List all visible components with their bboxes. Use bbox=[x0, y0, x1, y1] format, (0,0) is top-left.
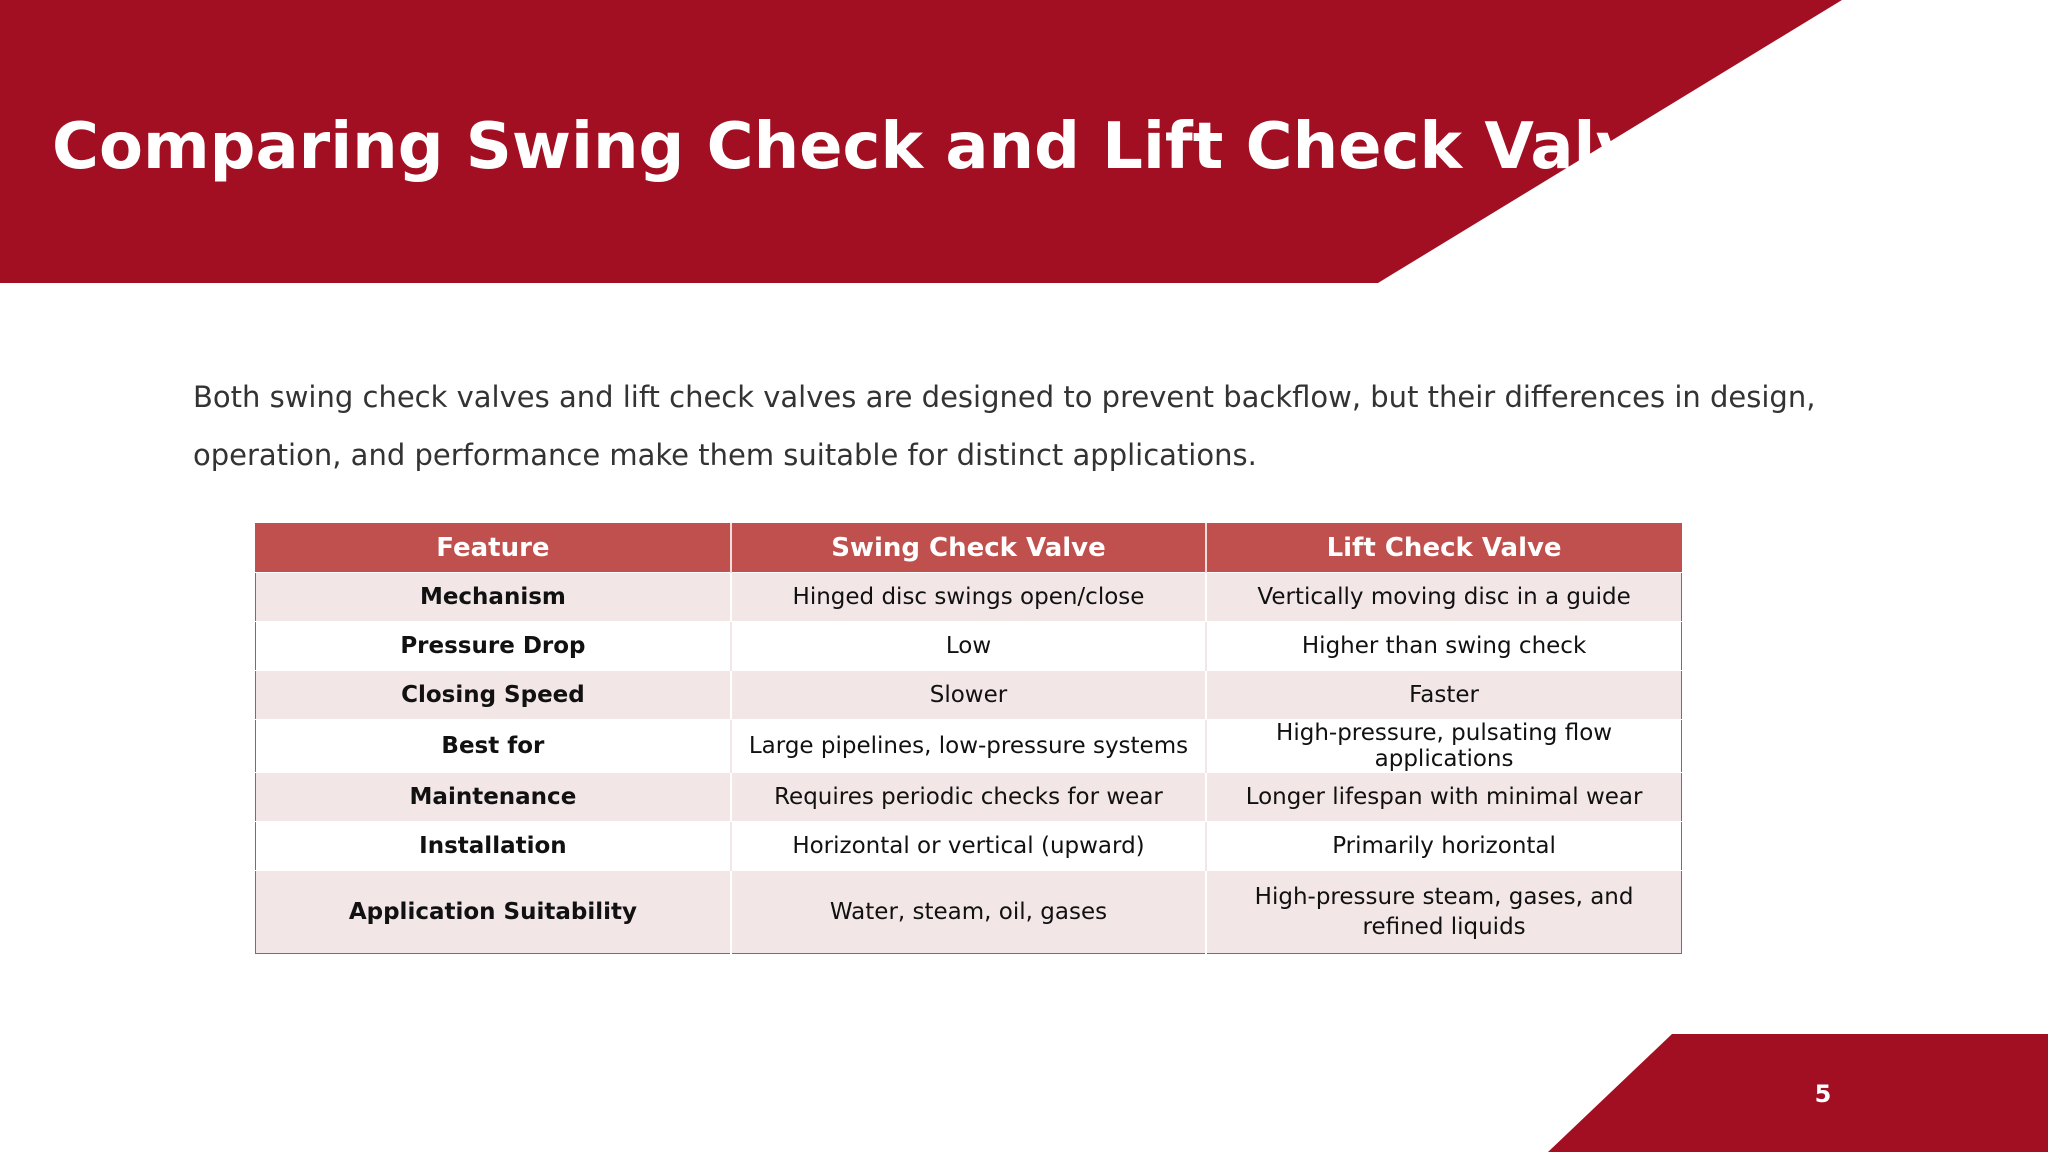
table-row bbox=[256, 871, 1682, 954]
slide-title: Comparing Swing Check and Lift Check Valves bbox=[52, 110, 1719, 184]
swing-cell: Water, steam, oil, gases bbox=[731, 871, 1206, 954]
swing-cell: Horizontal or vertical (upward) bbox=[731, 822, 1206, 871]
table-row bbox=[256, 671, 1682, 720]
swing-cell: Hinged disc swings open/close bbox=[731, 573, 1206, 622]
table-header-row bbox=[256, 524, 1682, 573]
swing-cell: Low bbox=[731, 622, 1206, 671]
feature-cell: Installation bbox=[256, 822, 731, 871]
lift-cell: High-pressure, pulsating flow applications bbox=[1206, 720, 1681, 773]
comparison-table-container bbox=[255, 523, 1682, 954]
feature-cell: Closing Speed bbox=[256, 671, 731, 720]
swing-cell: Large pipelines, low-pressure systems bbox=[731, 720, 1206, 773]
header-feature: Feature bbox=[256, 524, 731, 573]
table-row bbox=[256, 822, 1682, 871]
lift-cell: Longer lifespan with minimal wear bbox=[1206, 773, 1681, 822]
feature-cell: Pressure Drop bbox=[256, 622, 731, 671]
table-row bbox=[256, 622, 1682, 671]
table-row bbox=[256, 773, 1682, 822]
lift-cell: Faster bbox=[1206, 671, 1681, 720]
comparison-table bbox=[255, 523, 1682, 954]
lift-cell: Primarily horizontal bbox=[1206, 822, 1681, 871]
feature-cell: Mechanism bbox=[256, 573, 731, 622]
table-row bbox=[256, 573, 1682, 622]
header-lift-check-valve: Lift Check Valve bbox=[1206, 524, 1681, 573]
intro-paragraph: Both swing check valves and lift check valves are designed to prevent backflow, but their differences in design, operation, and performance make them suitable for distinct applications. bbox=[193, 380, 1816, 472]
feature-cell: Application Suitability bbox=[256, 871, 731, 954]
lift-cell: Higher than swing check bbox=[1206, 622, 1681, 671]
header-swing-check-valve: Swing Check Valve bbox=[731, 524, 1206, 573]
page-number: 5 bbox=[1814, 1080, 1832, 1108]
lift-cell: High-pressure steam, gases, and refined liquids bbox=[1206, 871, 1681, 954]
footer-banner-shape bbox=[1548, 1034, 2048, 1152]
footer-banner bbox=[0, 1034, 2048, 1152]
feature-cell: Best for bbox=[256, 720, 731, 773]
swing-cell: Requires periodic checks for wear bbox=[731, 773, 1206, 822]
swing-cell: Slower bbox=[731, 671, 1206, 720]
lift-cell: Vertically moving disc in a guide bbox=[1206, 573, 1681, 622]
table-row bbox=[256, 720, 1682, 773]
feature-cell: Maintenance bbox=[256, 773, 731, 822]
